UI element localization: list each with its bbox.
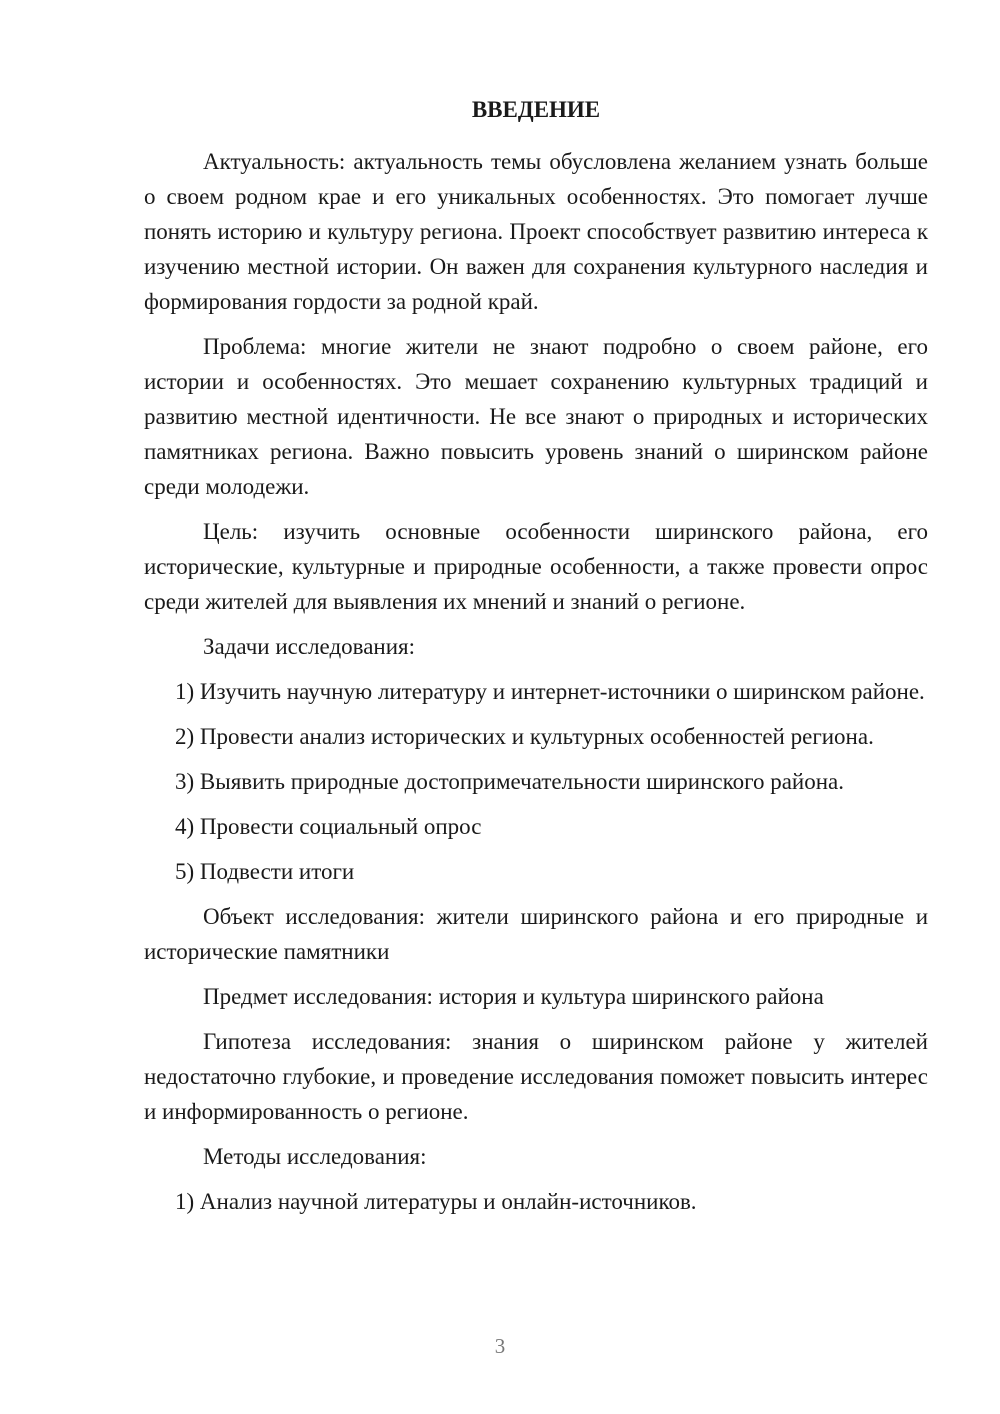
goal-paragraph: Цель: изучить основные особенности ширинского района, его исторические, культурные и природные особенности, а также провести опрос среди жителей для выявления их мнений и знаний о регионе.: [144, 519, 928, 614]
methods-heading: Методы исследования:: [203, 1144, 427, 1169]
problem-paragraph: Проблема: многие жители не знают подробно о своем районе, его истории и особенностях. Это мешает сохранению культурных традиций и развитию местной идентичности. Не все знают о природных и исторических памятниках региона. Важно повысить уровень знаний о ширинском районе среди молодежи.: [144, 334, 928, 499]
relevance-paragraph: Актуальность: актуальность темы обусловлена желанием узнать больше о своем родном крае и его уникальных особенностях. Это помогает лучше понять историю и культуру региона. Проект способствует развитию интереса к изучению местной истории. Он важен для сохранения культурного наследия и формирования гордости за родной край.: [144, 149, 928, 314]
page-title: ВВЕДЕНИЕ: [471, 97, 601, 122]
document-body: [144, 92, 928, 1229]
page-number: 3: [494, 1334, 506, 1358]
object-paragraph: Объект исследования: жители ширинского района и его природные и исторические памятники: [144, 904, 928, 964]
method-item: 1) Анализ научной литературы и онлайн-источников.: [175, 1189, 697, 1214]
subject-paragraph: Предмет исследования: история и культура ширинского района: [203, 984, 824, 1009]
tasks-heading: Задачи исследования:: [203, 634, 416, 659]
task-item: 4) Провести социальный опрос: [175, 814, 482, 839]
task-item: 1) Изучить научную литературу и интернет-источники о ширинском районе.: [175, 679, 925, 704]
task-item: 2) Провести анализ исторических и культурных особенностей региона.: [175, 724, 874, 749]
hypothesis-paragraph: Гипотеза исследования: знания о ширинском районе у жителей недостаточно глубокие, и проведение исследования поможет повысить интерес и информированность о регионе.: [144, 1029, 928, 1124]
task-item: 5) Подвести итоги: [175, 859, 355, 884]
task-item: 3) Выявить природные достопримечательности ширинского района.: [175, 769, 845, 794]
